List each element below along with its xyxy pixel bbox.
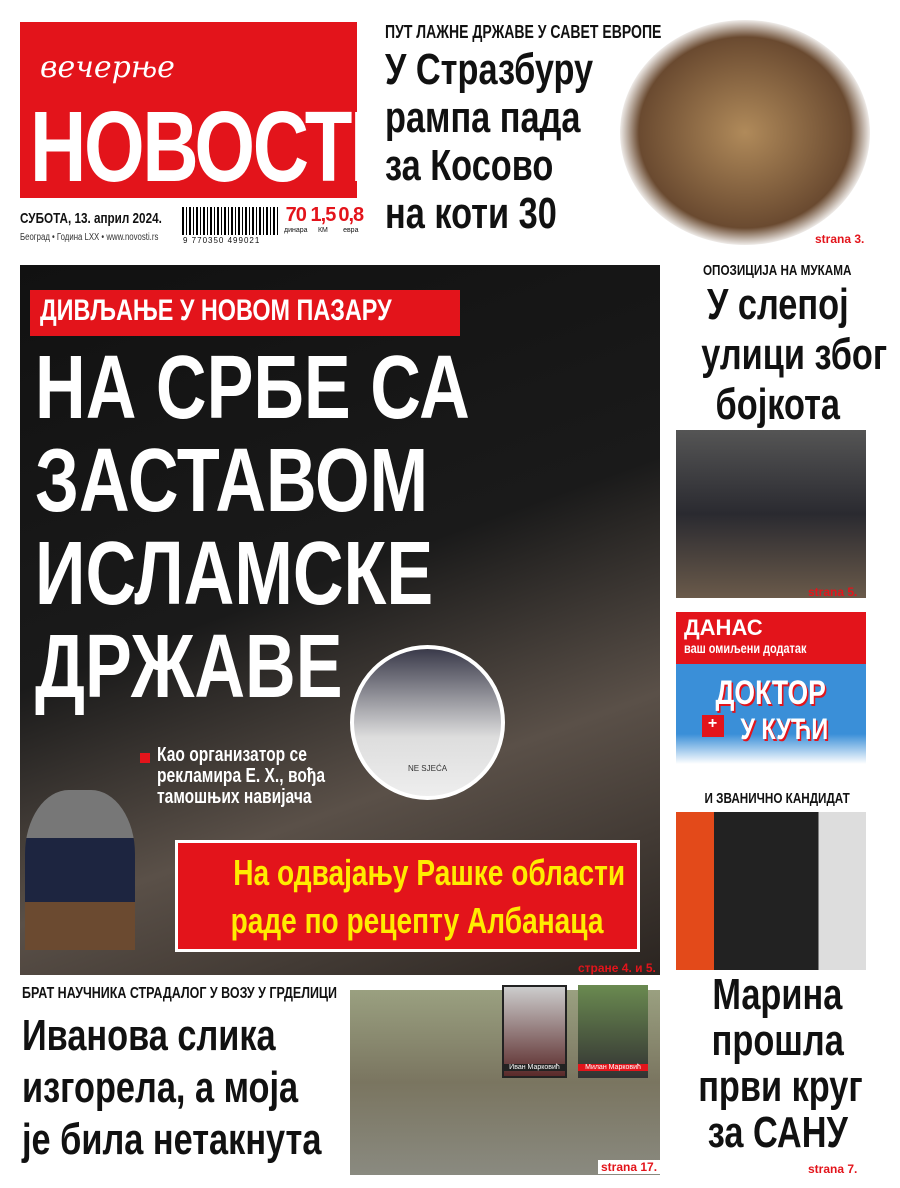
currency: динара [284, 227, 308, 234]
currency: евра [343, 227, 359, 234]
headline-line: ИСЛАМСКЕ [35, 524, 434, 624]
promo-doktor[interactable]: ДОКТОР + У КУЋИ [676, 664, 866, 764]
top-story-kicker: ПУТ ЛАЖНЕ ДРЖАВЕ У САВЕТ ЕВРОПЕ [385, 22, 662, 42]
page-ref: стране 4. и 5. [578, 961, 656, 975]
bullet-text: Као организатор се рекламира Е. Х., вођа тамошњих навијача [157, 744, 326, 808]
headline-line: на коти 30 [385, 189, 557, 238]
price: 1,5 [310, 204, 336, 226]
barcode [182, 207, 280, 235]
house-plus-icon: + [702, 715, 724, 737]
marina-photo [676, 812, 866, 970]
issue-place: Београд • Година LXX • www.novosti.rs [20, 232, 159, 243]
logo-name: НОВОСТИ [30, 91, 404, 203]
kicker: ОПОЗИЦИЈА НА МУКАМА [703, 262, 852, 279]
headline-line: за Косово [385, 141, 554, 190]
opposition-story[interactable]: ОПОЗИЦИЈА НА МУКАМА У слепој улици због бојкота [701, 262, 888, 429]
price-list [284, 204, 363, 235]
subheadline-box: На одвајању Рашке области раде по рецепту Албанаца [175, 840, 640, 952]
issue-date: СУБОТА, 13. април 2024. [20, 210, 162, 227]
parliament-photo [620, 20, 870, 245]
headline-line: НА СРБЕ СА [35, 338, 470, 438]
page-ref: strana 17. [598, 1160, 660, 1174]
page-ref: strana 5. [808, 585, 858, 599]
headline-line: У Стразбуру [385, 45, 594, 94]
caption: Иван Марковић [504, 1064, 565, 1071]
headline-line: рампа пада [385, 93, 581, 142]
main-story-kicker: ДИВЉАЊЕ У НОВОМ ПАЗАРУ [30, 290, 460, 336]
kicker: БРАТ НАУЧНИКА СТРАДАЛОГ У ВОЗУ У ГРДЕЛИЦИ [22, 985, 338, 1002]
barcode-number: 9 770350 499021 [183, 236, 261, 245]
page-ref: strana 7. [808, 1162, 858, 1176]
fan-photo: NE SJEĆA [350, 645, 505, 800]
speaker-photo [25, 790, 135, 950]
price: 0,8 [338, 204, 364, 226]
headline-line: ДРЖАВЕ [35, 617, 343, 717]
caption: Милан Марковић [578, 1064, 648, 1071]
marina-story[interactable]: Марина прошла први круг за САНУ [698, 970, 863, 1157]
train-headline[interactable]: Иванова слика изгорела, а моја је била нетакнута [22, 1011, 322, 1164]
headline-line: ЗАСТАВОМ [35, 431, 429, 531]
promo-banner[interactable]: ДАНАС ваш омиљени додатак [676, 612, 866, 664]
main-headline[interactable] [35, 338, 593, 717]
opposition-photo [676, 430, 866, 598]
newspaper-logo[interactable] [20, 22, 404, 203]
currency: КМ [317, 227, 328, 234]
logo-small: вечерње [40, 50, 175, 85]
top-story-headline[interactable] [385, 46, 652, 238]
kicker: И ЗВАНИЧНО КАНДИДАТ [704, 790, 851, 807]
page-ref: strana 3. [815, 232, 865, 246]
bullet-icon [140, 753, 150, 763]
price: 70 [285, 204, 306, 226]
